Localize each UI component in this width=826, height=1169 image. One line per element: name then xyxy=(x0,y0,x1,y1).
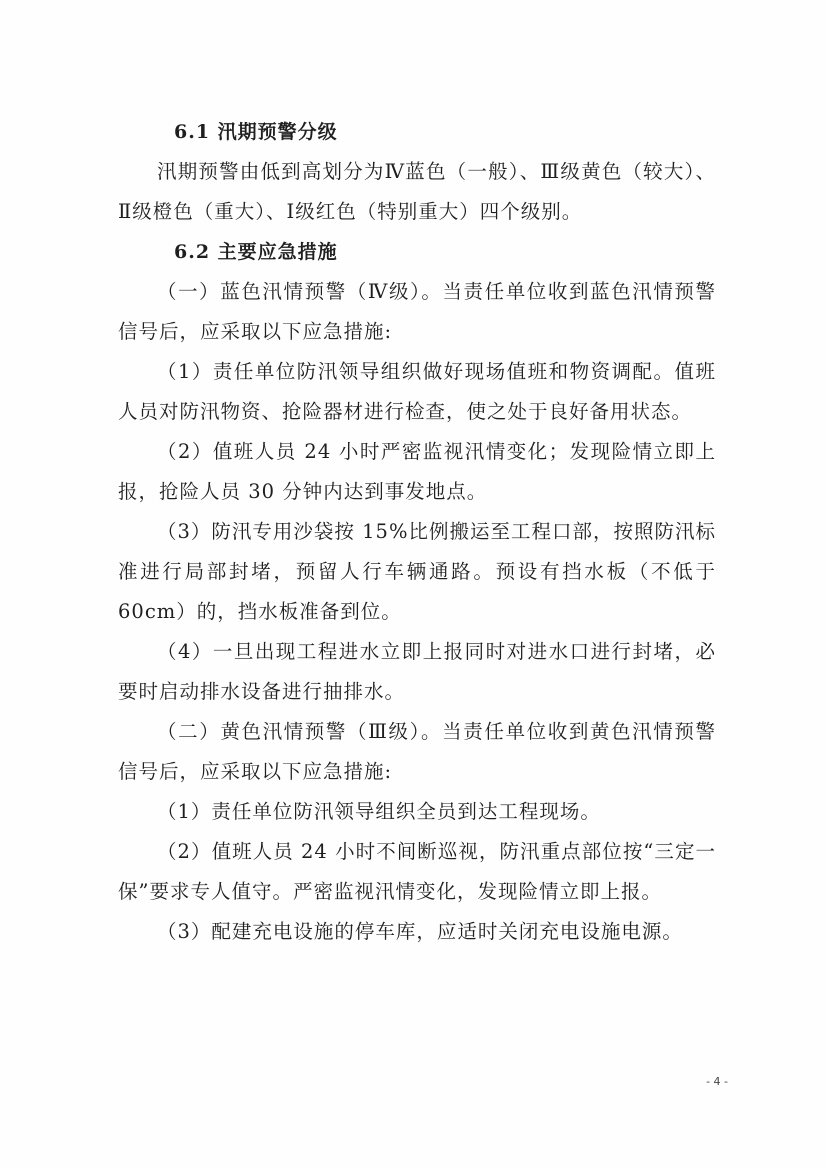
page-number: - 4 - xyxy=(706,1075,728,1088)
paragraph-yellow-measure-1: （1）责任单位防汛领导组织全员到达工程现场。 xyxy=(157,800,601,823)
document-body xyxy=(118,112,716,952)
section-heading-6-1: 6.1 汛期预警分级 xyxy=(174,121,338,143)
paragraph-blue-measure-4: （4）一旦出现工程进水立即上报同时对进水口进行封堵，必要时启动排水设备进行抽排水。 xyxy=(118,640,716,703)
paragraph-blue-measure-3: （3）防汛专用沙袋按 15%比例搬运至工程口部，按照防汛标准进行局部封堵，预留人行车辆通路。预设有挡水板（不低于 60cm）的，挡水板准备到位。 xyxy=(118,520,716,623)
section-heading-6-2: 6.2 主要应急措施 xyxy=(174,241,338,263)
paragraph-warning-levels: 汛期预警由低到高划分为Ⅳ蓝色（一般）、Ⅲ级黄色（较大）、Ⅱ级橙色（重大）、Ⅰ级红色（特别重大）四个级别。 xyxy=(118,160,716,223)
paragraph-blue-measure-2: （2）值班人员 24 小时严密监视汛情变化；发现险情立即上报，抢险人员 30 分钟内达到事发地点。 xyxy=(118,440,716,503)
paragraph-yellow-warning-intro: （二）黄色汛情预警（Ⅲ级）。当责任单位收到黄色汛情预警信号后，应采取以下应急措施: xyxy=(118,720,716,783)
paragraph-yellow-measure-2: （2）值班人员 24 小时不间断巡视，防汛重点部位按“三定一保”要求专人值守。严密监视汛情变化，发现险情立即上报。 xyxy=(118,840,716,903)
paragraph-blue-warning-intro: （一）蓝色汛情预警（Ⅳ级）。当责任单位收到蓝色汛情预警信号后，应采取以下应急措施: xyxy=(118,280,716,343)
paragraph-blue-measure-1: （1）责任单位防汛领导组织做好现场值班和物资调配。值班人员对防汛物资、抢险器材进行检查，使之处于良好备用状态。 xyxy=(118,360,716,423)
paragraph-yellow-measure-3: （3）配建充电设施的停车库，应适时关闭充电设施电源。 xyxy=(157,920,683,943)
